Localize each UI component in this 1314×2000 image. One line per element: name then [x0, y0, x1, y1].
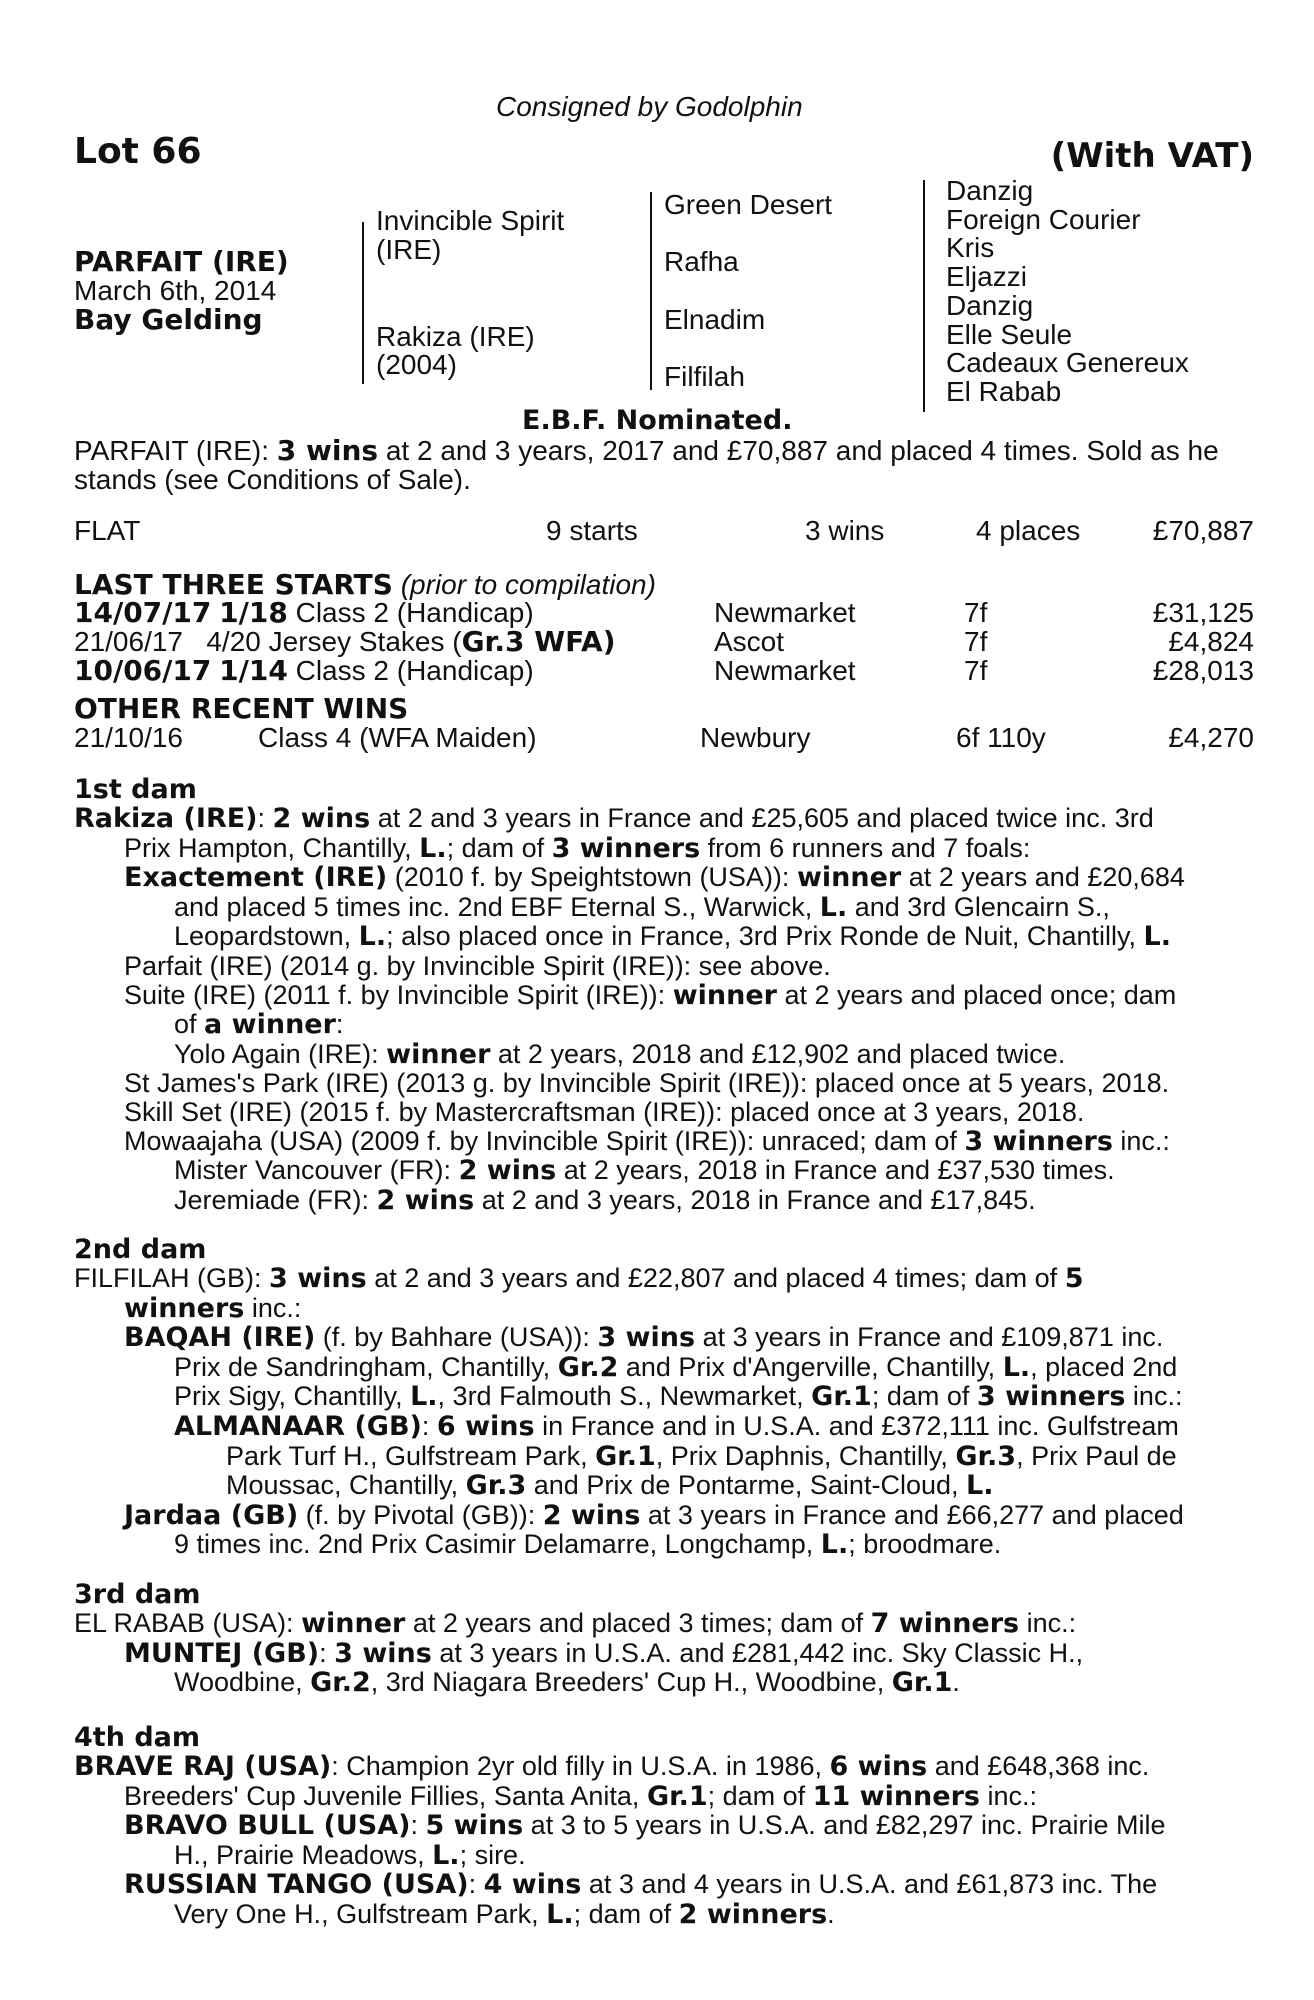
dam2-body	[74, 1264, 1254, 1560]
other-win-date: 21/10/16	[74, 722, 183, 753]
dam2-line: FILFILAH (GB): 3 wins at 2 and 3 years and £22,807 and placed 4 times; dam of 5	[74, 1263, 1084, 1294]
summary-line-1: PARFAIT (IRE): 3 wins at 2 and 3 years, 2017 and £70,887 and placed 4 times. Sold as he	[74, 434, 1219, 467]
dam3-line: Woodbine, Gr.2, 3rd Niagara Breeders' Cup H., Woodbine, Gr.1.	[174, 1667, 960, 1699]
dam4-line: Very One H., Gulfstream Park, L.; dam of 2 winners.	[174, 1898, 835, 1930]
dam4-body	[74, 1752, 1254, 1930]
dam2-heading: 2nd dam	[74, 1234, 207, 1265]
start-row-2-prize: £4,824	[1168, 626, 1254, 657]
dam4-line: Breeders' Cup Juvenile Fillies, Santa Anita, Gr.1; dam of 11 winners inc.:	[124, 1780, 1038, 1812]
dam1-line: and placed 5 times inc. 2nd EBF Eternal S., Warwick, L. and 3rd Glencairn S.,	[174, 891, 1110, 923]
pedigree-gen3-7: Cadeaux Genereux	[946, 347, 1189, 378]
dam4-line: RUSSIAN TANGO (USA): 4 wins at 3 and 4 years in U.S.A. and £61,873 inc. The	[124, 1869, 1158, 1901]
dam1-line: of a winner:	[174, 1009, 344, 1041]
other-win-dist: 6f 110y	[956, 722, 1046, 753]
dam1-line: Suite (IRE) (2011 f. by Invincible Spirit (IRE)): winner at 2 years and placed once; dam	[124, 979, 1177, 1011]
ebf-nominated: E.B.F. Nominated.	[522, 405, 793, 436]
record-earnings: £70,887	[1152, 515, 1254, 546]
dam1-line: Mister Vancouver (FR): 2 wins at 2 years, 2018 in France and £37,530 times.	[174, 1155, 1115, 1187]
dam1-line: Prix Hampton, Chantilly, L.; dam of 3 winners from 6 runners and 7 foals:	[124, 832, 1031, 864]
dam1-line: Jeremiade (FR): 2 wins at 2 and 3 years, 2018 in France and £17,845.	[174, 1184, 1036, 1216]
dam1-line: Leopardstown, L.; also placed once in France, 3rd Prix Ronde de Nuit, Chantilly, L.	[174, 921, 1171, 953]
pedigree-gen3-1: Danzig	[946, 175, 1034, 206]
record-label: FLAT	[74, 515, 141, 546]
dam2-line: ALMANAAR (GB): 6 wins in France and in U.S.A. and £372,111 inc. Gulfstream	[174, 1410, 1179, 1442]
start-row-1: 14/07/17 1/18 Class 2 (Handicap)	[74, 596, 534, 629]
dam3-body	[74, 1609, 1254, 1698]
dam2-line: Prix de Sandringham, Chantilly, Gr.2 and Prix d'Angerville, Chantilly, L., placed 2nd	[174, 1351, 1178, 1383]
other-win-course: Newbury	[700, 722, 811, 753]
summary-line-2: stands (see Conditions of Sale).	[74, 464, 471, 495]
dam2-line: Park Turf H., Gulfstream Park, Gr.1, Prix Daphnis, Chantilly, Gr.3, Prix Paul de	[226, 1440, 1177, 1472]
horse-name: PARFAIT (IRE)	[74, 245, 289, 278]
dam1-line: St James's Park (IRE) (2013 g. by Invincible Spirit (IRE)): placed once at 5 years, 2018.	[124, 1068, 1170, 1099]
pedigree-dam: Rakiza (IRE)	[376, 321, 535, 352]
pedigree-gen3-3: Kris	[946, 232, 995, 263]
start-row-2-course: Ascot	[714, 626, 785, 657]
start-row-3-course: Newmarket	[714, 655, 856, 686]
start-row-3: 10/06/17 1/14 Class 2 (Handicap)	[74, 654, 534, 687]
pedigree-gen3-5: Danzig	[946, 290, 1034, 321]
vat-label: (With VAT)	[1050, 136, 1254, 176]
dam4-line: H., Prairie Meadows, L.; sire.	[174, 1839, 526, 1871]
horse-sex: Bay Gelding	[74, 303, 263, 336]
start-row-2-dist: 7f	[964, 626, 988, 657]
pedigree-gen3-4: Eljazzi	[946, 261, 1027, 292]
dam3-line: MUNTEJ (GB): 3 wins at 3 years in U.S.A. and £281,442 inc. Sky Classic H.,	[124, 1637, 1084, 1669]
pedigree-divider-3	[923, 180, 925, 412]
pedigree-sire: Invincible Spirit	[376, 205, 565, 236]
other-win-prize: £4,270	[1168, 722, 1254, 753]
start-row-3-dist: 7f	[964, 655, 988, 686]
dam2-line: Prix Sigy, Chantilly, L., 3rd Falmouth S., Newmarket, Gr.1; dam of 3 winners inc.:	[174, 1381, 1183, 1413]
record-places: 4 places	[976, 515, 1081, 546]
last-three-heading: LAST THREE STARTS (prior to compilation)	[74, 568, 656, 601]
start-row-1-course: Newmarket	[714, 597, 856, 628]
start-row-1-dist: 7f	[964, 597, 988, 628]
pedigree-gen2-3: Elnadim	[664, 304, 766, 335]
pedigree-divider-1	[362, 222, 364, 384]
pedigree-gen3-6: Elle Seule	[946, 319, 1073, 350]
dam1-body	[74, 804, 1254, 1215]
pedigree-gen3-8: El Rabab	[946, 376, 1062, 407]
pedigree-dam-year: (2004)	[376, 349, 457, 380]
dam1-line: Mowaajaha (USA) (2009 f. by Invincible Spirit (IRE)): unraced; dam of 3 winners inc.:	[124, 1125, 1170, 1157]
horse-dob: March 6th, 2014	[74, 275, 277, 306]
pedigree-gen2-4: Filfilah	[664, 361, 745, 392]
pedigree-gen2-2: Rafha	[664, 246, 739, 277]
start-row-2: 21/06/17 4/20 Jersey Stakes (Gr.3 WFA)	[74, 625, 616, 658]
pedigree-sire-country: (IRE)	[376, 234, 442, 265]
dam1-line: Exactement (IRE) (2010 f. by Speightstown (USA)): winner at 2 years and £20,684	[124, 862, 1185, 894]
record-starts: 9 starts	[546, 515, 638, 546]
start-row-3-prize: £28,013	[1152, 655, 1254, 686]
dam4-heading: 4th dam	[74, 1722, 200, 1753]
dam2-line: Jardaa (GB) (f. by Pivotal (GB)): 2 wins at 3 years in France and £66,277 and placed	[124, 1499, 1184, 1531]
record-wins: 3 wins	[805, 515, 885, 546]
other-wins-heading: OTHER RECENT WINS	[74, 692, 409, 725]
dam3-heading: 3rd dam	[74, 1579, 201, 1610]
dam1-line: Skill Set (IRE) (2015 f. by Mastercraftsman (IRE)): placed once at 3 years, 2018.	[124, 1096, 1085, 1127]
dam1-line: Yolo Again (IRE): winner at 2 years, 2018 and £12,902 and placed twice.	[174, 1038, 1066, 1070]
dam1-line: Rakiza (IRE): 2 wins at 2 and 3 years in France and £25,605 and placed twice inc. 3rd	[74, 803, 1154, 834]
dam1-line: Parfait (IRE) (2014 g. by Invincible Spirit (IRE)): see above.	[124, 950, 831, 981]
other-win-race: Class 4 (WFA Maiden)	[258, 722, 537, 753]
dam1-heading: 1st dam	[74, 774, 197, 805]
dam2-line: BAQAH (IRE) (f. by Bahhare (USA)): 3 wins at 3 years in France and £109,871 inc.	[124, 1322, 1164, 1354]
dam2-line: Moussac, Chantilly, Gr.3 and Prix de Pontarme, Saint-Cloud, L.	[226, 1470, 994, 1502]
consigned-by: Consigned by Godolphin	[496, 91, 803, 122]
pedigree-divider-2	[650, 192, 652, 390]
dam3-line: EL RABAB (USA): winner at 2 years and placed 3 times; dam of 7 winners inc.:	[74, 1608, 1077, 1639]
dam2-line: 9 times inc. 2nd Prix Casimir Delamarre, Longchamp, L.; broodmare.	[174, 1529, 1002, 1561]
dam4-line: BRAVO BULL (USA): 5 wins at 3 to 5 years in U.S.A. and £82,297 inc. Prairie Mile	[124, 1810, 1166, 1842]
dam2-line: winners inc.:	[124, 1292, 302, 1324]
start-row-1-prize: £31,125	[1152, 597, 1254, 628]
dam4-line: BRAVE RAJ (USA): Champion 2yr old filly in U.S.A. in 1986, 6 wins and £648,368 inc.	[74, 1751, 1150, 1782]
pedigree-gen3-2: Foreign Courier	[946, 204, 1141, 235]
lot-number: Lot 66	[74, 131, 202, 172]
pedigree-gen2-1: Green Desert	[664, 189, 833, 220]
